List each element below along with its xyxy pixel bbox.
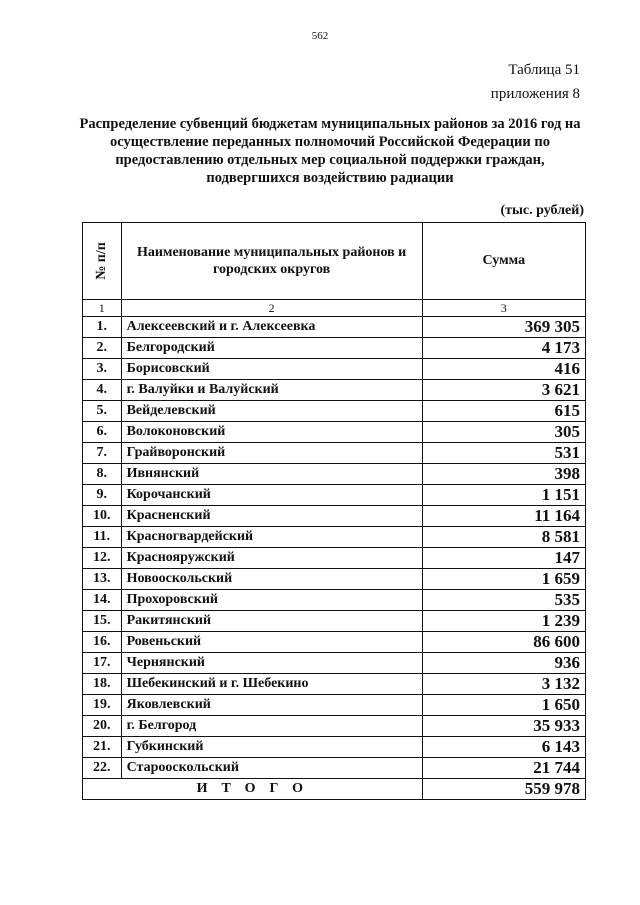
document-title: Распределение субвенций бюджетам муниципальных районов за 2016 год на осуществление переданных полномочий Российской Федерации по предоставлению отдельных мер социальной поддержки граждан, подвергшихся воздействию радиации: [79, 116, 581, 186]
page-number: 562: [311, 30, 329, 42]
district-name: Алексеевский и г. Алексеевка: [121, 317, 422, 338]
district-name: Вейделевский: [121, 401, 422, 422]
amount: 615: [422, 401, 585, 422]
amount: 535: [422, 590, 585, 611]
amount: 86 600: [422, 632, 585, 653]
amount: 305: [422, 422, 585, 443]
row-number: 4.: [83, 380, 122, 401]
row-number: 2.: [83, 338, 122, 359]
row-number: 3.: [83, 359, 122, 380]
appendix-number: приложения 8: [490, 86, 580, 102]
row-number: 12.: [83, 548, 122, 569]
table-row: [83, 506, 586, 527]
amount: 936: [422, 653, 585, 674]
district-name: Грайворонский: [121, 443, 422, 464]
column-index-row: [83, 300, 586, 317]
column-index: 3: [422, 300, 585, 317]
row-number: 5.: [83, 401, 122, 422]
district-name: Яковлевский: [121, 695, 422, 716]
district-name: Шебекинский и г. Шебекино: [121, 674, 422, 695]
district-name: г. Белгород: [121, 716, 422, 737]
district-name: Старооскольский: [121, 758, 422, 779]
row-number: 18.: [83, 674, 122, 695]
table-row: [83, 674, 586, 695]
table-row: [83, 527, 586, 548]
table-row: [83, 737, 586, 758]
amount: 398: [422, 464, 585, 485]
amount: 11 164: [422, 506, 585, 527]
amount: 531: [422, 443, 585, 464]
amount: 6 143: [422, 737, 585, 758]
table-row: [83, 380, 586, 401]
table-row: [83, 401, 586, 422]
row-number: 22.: [83, 758, 122, 779]
table-row: [83, 590, 586, 611]
district-name: Борисовский: [121, 359, 422, 380]
row-number: 16.: [83, 632, 122, 653]
table-row: [83, 758, 586, 779]
amount: 416: [422, 359, 585, 380]
table-row: [83, 548, 586, 569]
table-row: [83, 653, 586, 674]
district-name: Ровеньский: [121, 632, 422, 653]
row-number: 14.: [83, 590, 122, 611]
table-row: [83, 569, 586, 590]
amount: 1 151: [422, 485, 585, 506]
district-name: Губкинский: [121, 737, 422, 758]
row-number: 15.: [83, 611, 122, 632]
amount: 3 621: [422, 380, 585, 401]
amount: 1 650: [422, 695, 585, 716]
row-number: 1.: [83, 317, 122, 338]
row-number: 19.: [83, 695, 122, 716]
amount: 35 933: [422, 716, 585, 737]
row-number: 21.: [83, 737, 122, 758]
row-number: 17.: [83, 653, 122, 674]
total-label: ИТОГО: [83, 779, 423, 800]
column-index: 2: [121, 300, 422, 317]
amount: 8 581: [422, 527, 585, 548]
table-row: [83, 464, 586, 485]
district-name: Волоконовский: [121, 422, 422, 443]
row-number: 6.: [83, 422, 122, 443]
row-number: 20.: [83, 716, 122, 737]
district-name: Краснояружский: [121, 548, 422, 569]
table-row: [83, 611, 586, 632]
amount: 369 305: [422, 317, 585, 338]
district-name: Корочанский: [121, 485, 422, 506]
amount: 147: [422, 548, 585, 569]
table-row: [83, 422, 586, 443]
row-number: 13.: [83, 569, 122, 590]
table-row: [83, 695, 586, 716]
row-number: 8.: [83, 464, 122, 485]
table-row: [83, 632, 586, 653]
subventions-table: [82, 222, 586, 800]
district-name: Новооскольский: [121, 569, 422, 590]
district-name: Красненский: [121, 506, 422, 527]
table-row: [83, 338, 586, 359]
units-label: (тыс. рублей): [500, 203, 584, 218]
district-name: Ивнянский: [121, 464, 422, 485]
total-row: [83, 779, 586, 800]
total-amount: 559 978: [422, 779, 585, 800]
amount: 21 744: [422, 758, 585, 779]
district-name: Прохоровский: [121, 590, 422, 611]
amount: 1 239: [422, 611, 585, 632]
header-sum: Сумма: [422, 223, 585, 300]
row-number: 7.: [83, 443, 122, 464]
table-row: [83, 485, 586, 506]
table-row: [83, 317, 586, 338]
header-name: Наименование муниципальных районов и городских округов: [121, 223, 422, 300]
table-number: Таблица 51: [508, 62, 580, 78]
table-row: [83, 359, 586, 380]
district-name: Чернянский: [121, 653, 422, 674]
amount: 4 173: [422, 338, 585, 359]
row-number: 11.: [83, 527, 122, 548]
column-index: 1: [83, 300, 122, 317]
district-name: Белгородский: [121, 338, 422, 359]
table-reference: [491, 58, 580, 106]
table-row: [83, 716, 586, 737]
amount: 3 132: [422, 674, 585, 695]
amount: 1 659: [422, 569, 585, 590]
row-number: 9.: [83, 485, 122, 506]
row-number: 10.: [83, 506, 122, 527]
header-number: № п/п: [83, 223, 122, 300]
table-row: [83, 443, 586, 464]
district-name: г. Валуйки и Валуйский: [121, 380, 422, 401]
district-name: Красногвардейский: [121, 527, 422, 548]
table-header-row: [83, 223, 586, 300]
district-name: Ракитянский: [121, 611, 422, 632]
